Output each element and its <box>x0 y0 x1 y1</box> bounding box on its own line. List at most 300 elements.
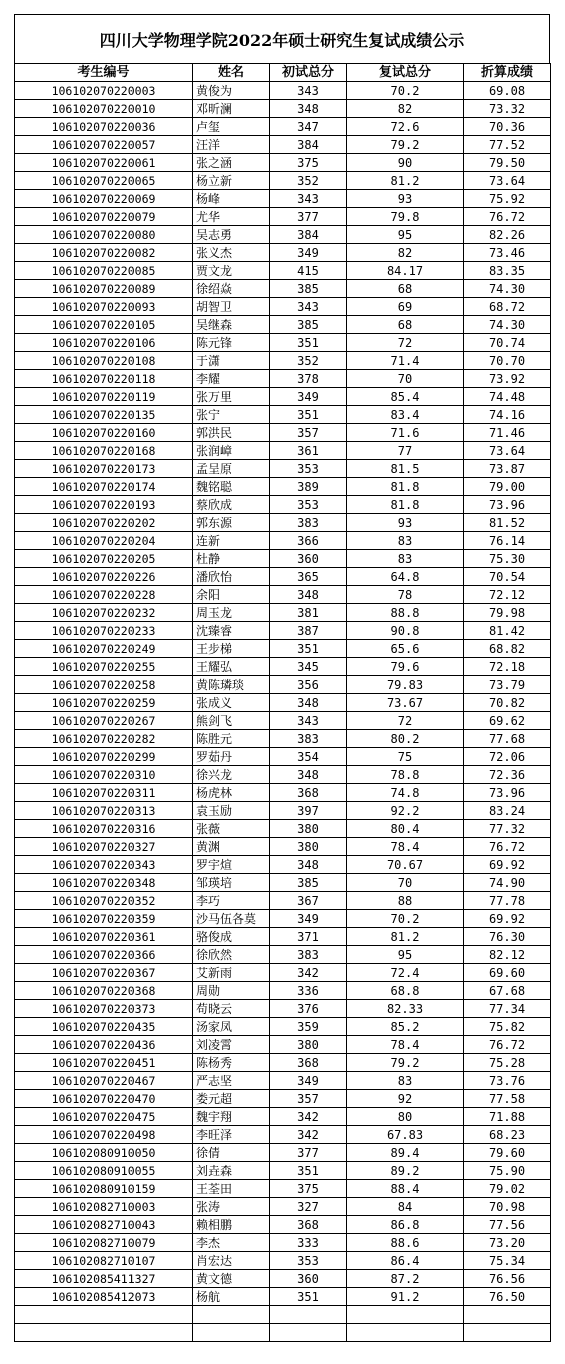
cell-name: 刘垚森 <box>193 1162 270 1180</box>
cell-initial-score: 342 <box>270 1108 347 1126</box>
cell-name: 陈元锋 <box>193 334 270 352</box>
cell-exam-id: 106102082710043 <box>15 1216 193 1234</box>
cell-retest-score: 91.2 <box>347 1288 464 1306</box>
cell-exam-id: 106102070220327 <box>15 838 193 856</box>
cell-retest-score: 83.4 <box>347 406 464 424</box>
cell-exam-id: 106102070220193 <box>15 496 193 514</box>
cell-initial-score: 397 <box>270 802 347 820</box>
cell-name: 胡智卫 <box>193 298 270 316</box>
cell-name: 蔡欣成 <box>193 496 270 514</box>
cell-initial-score: 353 <box>270 1252 347 1270</box>
cell-initial-score: 333 <box>270 1234 347 1252</box>
header-initial-score: 初试总分 <box>270 64 347 82</box>
cell-initial-score: 352 <box>270 172 347 190</box>
table-row <box>15 1162 551 1180</box>
cell-initial-score: 349 <box>270 388 347 406</box>
cell-name: 严志坚 <box>193 1072 270 1090</box>
header-final-score: 折算成绩 <box>464 64 551 82</box>
cell-exam-id: 106102070220036 <box>15 118 193 136</box>
table-row <box>15 1144 551 1162</box>
cell-final-score: 76.72 <box>464 838 551 856</box>
cell-name: 贾文龙 <box>193 262 270 280</box>
cell-exam-id: 106102070220435 <box>15 1018 193 1036</box>
table-row <box>15 964 551 982</box>
cell-final-score: 74.16 <box>464 406 551 424</box>
cell-name: 刘凌霄 <box>193 1036 270 1054</box>
cell-initial-score: 353 <box>270 460 347 478</box>
cell-initial-score: 360 <box>270 550 347 568</box>
cell-final-score: 74.30 <box>464 280 551 298</box>
cell-initial-score: 385 <box>270 874 347 892</box>
cell-exam-id: 106102070220255 <box>15 658 193 676</box>
cell-final-score: 77.56 <box>464 1216 551 1234</box>
cell-name: 黄陈璘琰 <box>193 676 270 694</box>
cell-exam-id: 106102070220498 <box>15 1126 193 1144</box>
cell-retest-score: 72.4 <box>347 964 464 982</box>
cell-name: 沈臻睿 <box>193 622 270 640</box>
cell-name: 熊剑飞 <box>193 712 270 730</box>
cell-exam-id: 106102070220079 <box>15 208 193 226</box>
table-row <box>15 712 551 730</box>
cell-final-score: 69.62 <box>464 712 551 730</box>
cell-retest-score: 79.83 <box>347 676 464 694</box>
cell-initial-score: 378 <box>270 370 347 388</box>
cell-retest-score: 95 <box>347 946 464 964</box>
cell-initial-score: 385 <box>270 280 347 298</box>
table-row <box>15 334 551 352</box>
cell-retest-score: 83 <box>347 1072 464 1090</box>
table-row <box>15 1306 551 1324</box>
cell-initial-score: 365 <box>270 568 347 586</box>
cell-initial-score: 375 <box>270 154 347 172</box>
cell-initial-score: 347 <box>270 118 347 136</box>
cell-initial-score: 349 <box>270 910 347 928</box>
cell-final-score: 74.90 <box>464 874 551 892</box>
cell-initial-score: 360 <box>270 1270 347 1288</box>
cell-exam-id: 106102070220226 <box>15 568 193 586</box>
cell-final-score: 73.64 <box>464 172 551 190</box>
table-row <box>15 262 551 280</box>
cell-initial-score: 354 <box>270 748 347 766</box>
cell-retest-score: 93 <box>347 190 464 208</box>
cell-retest-score: 70 <box>347 370 464 388</box>
cell-name: 沙马伍各莫 <box>193 910 270 928</box>
table-row <box>15 946 551 964</box>
cell-retest-score: 83 <box>347 550 464 568</box>
cell-name: 邓昕澜 <box>193 100 270 118</box>
cell-initial-score: 343 <box>270 712 347 730</box>
cell-exam-id: 106102070220228 <box>15 586 193 604</box>
cell-initial-score: 376 <box>270 1000 347 1018</box>
cell-exam-id: 106102070220003 <box>15 82 193 100</box>
cell-retest-score: 83 <box>347 532 464 550</box>
cell-retest-score: 81.2 <box>347 928 464 946</box>
cell-initial-score: 351 <box>270 334 347 352</box>
cell-name: 张润嶂 <box>193 442 270 460</box>
table-row <box>15 388 551 406</box>
cell-retest-score: 85.4 <box>347 388 464 406</box>
table-row <box>15 190 551 208</box>
table-row <box>15 928 551 946</box>
cell-exam-id: 106102070220282 <box>15 730 193 748</box>
cell-exam-id: 106102070220373 <box>15 1000 193 1018</box>
cell-initial-score: 383 <box>270 946 347 964</box>
table-row <box>15 496 551 514</box>
cell-initial-score: 383 <box>270 514 347 532</box>
cell-retest-score: 81.8 <box>347 478 464 496</box>
cell-exam-id: 106102070220089 <box>15 280 193 298</box>
cell-name: 黄文德 <box>193 1270 270 1288</box>
table-row <box>15 424 551 442</box>
cell-initial-score: 415 <box>270 262 347 280</box>
table-row <box>15 1000 551 1018</box>
cell-retest-score <box>347 1324 464 1342</box>
cell-final-score: 72.18 <box>464 658 551 676</box>
cell-retest-score: 80.2 <box>347 730 464 748</box>
cell-retest-score: 77 <box>347 442 464 460</box>
table-row <box>15 910 551 928</box>
cell-exam-id: 106102070220249 <box>15 640 193 658</box>
cell-initial-score: 375 <box>270 1180 347 1198</box>
cell-initial-score: 348 <box>270 766 347 784</box>
table-row <box>15 406 551 424</box>
cell-final-score: 82.12 <box>464 946 551 964</box>
table-row <box>15 820 551 838</box>
table-row <box>15 1072 551 1090</box>
cell-name: 徐兴龙 <box>193 766 270 784</box>
cell-name: 李旺泽 <box>193 1126 270 1144</box>
cell-name: 李杰 <box>193 1234 270 1252</box>
cell-name: 肖宏达 <box>193 1252 270 1270</box>
table-row <box>15 226 551 244</box>
cell-exam-id: 106102070220061 <box>15 154 193 172</box>
table-row <box>15 838 551 856</box>
cell-retest-score: 71.6 <box>347 424 464 442</box>
cell-initial-score: 385 <box>270 316 347 334</box>
cell-initial-score: 342 <box>270 1126 347 1144</box>
cell-initial-score: 348 <box>270 586 347 604</box>
cell-retest-score: 80.4 <box>347 820 464 838</box>
table-row <box>15 280 551 298</box>
cell-final-score <box>464 1306 551 1324</box>
cell-name: 潘欣怡 <box>193 568 270 586</box>
table-row <box>15 1180 551 1198</box>
cell-final-score: 79.60 <box>464 1144 551 1162</box>
cell-final-score: 77.58 <box>464 1090 551 1108</box>
cell-final-score: 75.34 <box>464 1252 551 1270</box>
cell-retest-score: 92 <box>347 1090 464 1108</box>
cell-final-score: 77.32 <box>464 820 551 838</box>
cell-exam-id: 106102070220299 <box>15 748 193 766</box>
cell-final-score: 79.50 <box>464 154 551 172</box>
cell-retest-score: 89.2 <box>347 1162 464 1180</box>
cell-retest-score: 81.8 <box>347 496 464 514</box>
table-row <box>15 694 551 712</box>
cell-name <box>193 1306 270 1324</box>
cell-final-score: 79.98 <box>464 604 551 622</box>
cell-exam-id <box>15 1306 193 1324</box>
cell-exam-id: 106102070220258 <box>15 676 193 694</box>
cell-exam-id: 106102070220348 <box>15 874 193 892</box>
cell-initial-score: 380 <box>270 820 347 838</box>
cell-final-score: 79.02 <box>464 1180 551 1198</box>
cell-exam-id: 106102085412073 <box>15 1288 193 1306</box>
cell-exam-id: 106102070220160 <box>15 424 193 442</box>
cell-name: 袁玉励 <box>193 802 270 820</box>
cell-name: 魏铭聪 <box>193 478 270 496</box>
cell-exam-id: 106102070220352 <box>15 892 193 910</box>
cell-exam-id: 106102070220080 <box>15 226 193 244</box>
cell-exam-id: 106102070220168 <box>15 442 193 460</box>
cell-initial-score: 343 <box>270 298 347 316</box>
cell-final-score: 70.82 <box>464 694 551 712</box>
table-row <box>15 982 551 1000</box>
cell-final-score: 73.92 <box>464 370 551 388</box>
cell-final-score: 75.28 <box>464 1054 551 1072</box>
cell-final-score: 83.35 <box>464 262 551 280</box>
table-row <box>15 748 551 766</box>
cell-initial-score: 368 <box>270 1216 347 1234</box>
cell-name: 邹瑛培 <box>193 874 270 892</box>
cell-exam-id: 106102070220366 <box>15 946 193 964</box>
cell-exam-id: 106102070220119 <box>15 388 193 406</box>
cell-initial-score: 349 <box>270 244 347 262</box>
header-retest-score: 复试总分 <box>347 64 464 82</box>
cell-initial-score <box>270 1324 347 1342</box>
cell-name: 徐倩 <box>193 1144 270 1162</box>
cell-final-score: 74.48 <box>464 388 551 406</box>
cell-initial-score: 383 <box>270 730 347 748</box>
cell-exam-id: 106102082710107 <box>15 1252 193 1270</box>
cell-retest-score: 78 <box>347 586 464 604</box>
cell-name: 李耀 <box>193 370 270 388</box>
cell-name: 徐欣然 <box>193 946 270 964</box>
cell-exam-id: 106102070220368 <box>15 982 193 1000</box>
cell-retest-score: 88.8 <box>347 604 464 622</box>
cell-initial-score: 361 <box>270 442 347 460</box>
cell-initial-score: 368 <box>270 784 347 802</box>
table-row <box>15 622 551 640</box>
cell-final-score: 81.52 <box>464 514 551 532</box>
cell-retest-score: 68.8 <box>347 982 464 1000</box>
cell-exam-id: 106102070220436 <box>15 1036 193 1054</box>
cell-initial-score: 377 <box>270 1144 347 1162</box>
table-row <box>15 298 551 316</box>
table-row <box>15 658 551 676</box>
cell-initial-score: 377 <box>270 208 347 226</box>
cell-final-score: 74.30 <box>464 316 551 334</box>
cell-name: 杜静 <box>193 550 270 568</box>
cell-retest-score: 69 <box>347 298 464 316</box>
cell-name: 王耀弘 <box>193 658 270 676</box>
cell-final-score: 73.96 <box>464 496 551 514</box>
table-row <box>15 856 551 874</box>
cell-name: 连新 <box>193 532 270 550</box>
cell-initial-score: 368 <box>270 1054 347 1072</box>
cell-name <box>193 1324 270 1342</box>
cell-exam-id: 106102070220259 <box>15 694 193 712</box>
cell-retest-score: 70.67 <box>347 856 464 874</box>
table-row <box>15 136 551 154</box>
cell-exam-id: 106102070220057 <box>15 136 193 154</box>
cell-final-score: 77.52 <box>464 136 551 154</box>
cell-exam-id: 106102082710079 <box>15 1234 193 1252</box>
cell-name: 张万里 <box>193 388 270 406</box>
cell-name: 张义杰 <box>193 244 270 262</box>
table-row <box>15 352 551 370</box>
cell-initial-score: 380 <box>270 838 347 856</box>
table-row <box>15 478 551 496</box>
table-row <box>15 1126 551 1144</box>
cell-name: 杨峰 <box>193 190 270 208</box>
results-sheet <box>14 14 550 1342</box>
cell-name: 李巧 <box>193 892 270 910</box>
cell-exam-id: 106102070220361 <box>15 928 193 946</box>
cell-exam-id: 106102070220118 <box>15 370 193 388</box>
cell-initial-score: 327 <box>270 1198 347 1216</box>
cell-initial-score: 349 <box>270 1072 347 1090</box>
cell-retest-score: 78.4 <box>347 1036 464 1054</box>
cell-initial-score: 351 <box>270 640 347 658</box>
cell-exam-id: 106102070220108 <box>15 352 193 370</box>
cell-retest-score: 90.8 <box>347 622 464 640</box>
table-row <box>15 1036 551 1054</box>
table-row <box>15 874 551 892</box>
table-row <box>15 460 551 478</box>
cell-retest-score: 78.4 <box>347 838 464 856</box>
table-row <box>15 550 551 568</box>
cell-initial-score: 389 <box>270 478 347 496</box>
cell-retest-score: 74.8 <box>347 784 464 802</box>
table-row <box>15 1270 551 1288</box>
cell-final-score: 70.36 <box>464 118 551 136</box>
cell-retest-score: 72 <box>347 712 464 730</box>
cell-final-score: 79.00 <box>464 478 551 496</box>
cell-retest-score: 71.4 <box>347 352 464 370</box>
cell-final-score: 76.14 <box>464 532 551 550</box>
cell-retest-score: 82 <box>347 244 464 262</box>
cell-final-score: 77.78 <box>464 892 551 910</box>
cell-initial-score: 342 <box>270 964 347 982</box>
cell-retest-score: 84 <box>347 1198 464 1216</box>
cell-name: 张薇 <box>193 820 270 838</box>
cell-name: 郭洪民 <box>193 424 270 442</box>
results-table <box>14 63 551 1342</box>
cell-final-score: 69.08 <box>464 82 551 100</box>
cell-name: 骆俊成 <box>193 928 270 946</box>
cell-retest-score: 92.2 <box>347 802 464 820</box>
cell-name: 魏宇翔 <box>193 1108 270 1126</box>
table-row <box>15 802 551 820</box>
cell-exam-id: 106102070220467 <box>15 1072 193 1090</box>
cell-name: 杨虎林 <box>193 784 270 802</box>
cell-final-score: 68.23 <box>464 1126 551 1144</box>
cell-final-score: 70.70 <box>464 352 551 370</box>
cell-exam-id: 106102070220085 <box>15 262 193 280</box>
cell-exam-id: 106102082710003 <box>15 1198 193 1216</box>
cell-exam-id: 106102080910159 <box>15 1180 193 1198</box>
header-row <box>15 64 551 82</box>
table-row <box>15 1054 551 1072</box>
cell-initial-score: 387 <box>270 622 347 640</box>
cell-final-score: 76.56 <box>464 1270 551 1288</box>
cell-name: 王荃田 <box>193 1180 270 1198</box>
cell-initial-score: 384 <box>270 226 347 244</box>
table-row <box>15 604 551 622</box>
cell-initial-score <box>270 1306 347 1324</box>
cell-initial-score: 371 <box>270 928 347 946</box>
cell-exam-id: 106102070220367 <box>15 964 193 982</box>
cell-retest-score: 89.4 <box>347 1144 464 1162</box>
cell-retest-score: 79.2 <box>347 136 464 154</box>
cell-exam-id: 106102070220313 <box>15 802 193 820</box>
cell-final-score: 83.24 <box>464 802 551 820</box>
cell-retest-score: 84.17 <box>347 262 464 280</box>
table-row <box>15 586 551 604</box>
cell-exam-id: 106102070220359 <box>15 910 193 928</box>
cell-initial-score: 381 <box>270 604 347 622</box>
cell-exam-id: 106102070220105 <box>15 316 193 334</box>
cell-retest-score: 90 <box>347 154 464 172</box>
cell-final-score: 76.72 <box>464 1036 551 1054</box>
cell-final-score: 69.92 <box>464 910 551 928</box>
cell-exam-id: 106102070220232 <box>15 604 193 622</box>
cell-final-score: 75.82 <box>464 1018 551 1036</box>
cell-name: 赖相鹏 <box>193 1216 270 1234</box>
results-body <box>15 82 551 1342</box>
cell-exam-id: 106102070220204 <box>15 532 193 550</box>
cell-exam-id: 106102070220173 <box>15 460 193 478</box>
cell-retest-score: 65.6 <box>347 640 464 658</box>
cell-name: 艾新雨 <box>193 964 270 982</box>
table-row <box>15 568 551 586</box>
cell-final-score: 68.82 <box>464 640 551 658</box>
cell-name: 杨航 <box>193 1288 270 1306</box>
table-row <box>15 892 551 910</box>
cell-final-score: 73.64 <box>464 442 551 460</box>
cell-retest-score: 68 <box>347 280 464 298</box>
cell-retest-score <box>347 1306 464 1324</box>
cell-final-score: 72.12 <box>464 586 551 604</box>
cell-final-score: 73.79 <box>464 676 551 694</box>
cell-final-score: 73.87 <box>464 460 551 478</box>
table-row <box>15 244 551 262</box>
cell-name: 于潇 <box>193 352 270 370</box>
cell-retest-score: 88 <box>347 892 464 910</box>
cell-initial-score: 343 <box>270 190 347 208</box>
cell-initial-score: 380 <box>270 1036 347 1054</box>
cell-exam-id: 106102070220106 <box>15 334 193 352</box>
cell-exam-id: 106102070220069 <box>15 190 193 208</box>
cell-retest-score: 81.2 <box>347 172 464 190</box>
cell-retest-score: 68 <box>347 316 464 334</box>
cell-exam-id: 106102070220475 <box>15 1108 193 1126</box>
table-row <box>15 118 551 136</box>
cell-initial-score: 356 <box>270 676 347 694</box>
cell-final-score: 71.88 <box>464 1108 551 1126</box>
cell-retest-score: 85.2 <box>347 1018 464 1036</box>
cell-initial-score: 348 <box>270 100 347 118</box>
cell-final-score: 82.26 <box>464 226 551 244</box>
table-row <box>15 1198 551 1216</box>
table-row <box>15 1018 551 1036</box>
table-row <box>15 676 551 694</box>
cell-final-score: 76.72 <box>464 208 551 226</box>
cell-final-score: 77.68 <box>464 730 551 748</box>
cell-name: 孟呈原 <box>193 460 270 478</box>
table-row <box>15 1108 551 1126</box>
cell-name: 余阳 <box>193 586 270 604</box>
